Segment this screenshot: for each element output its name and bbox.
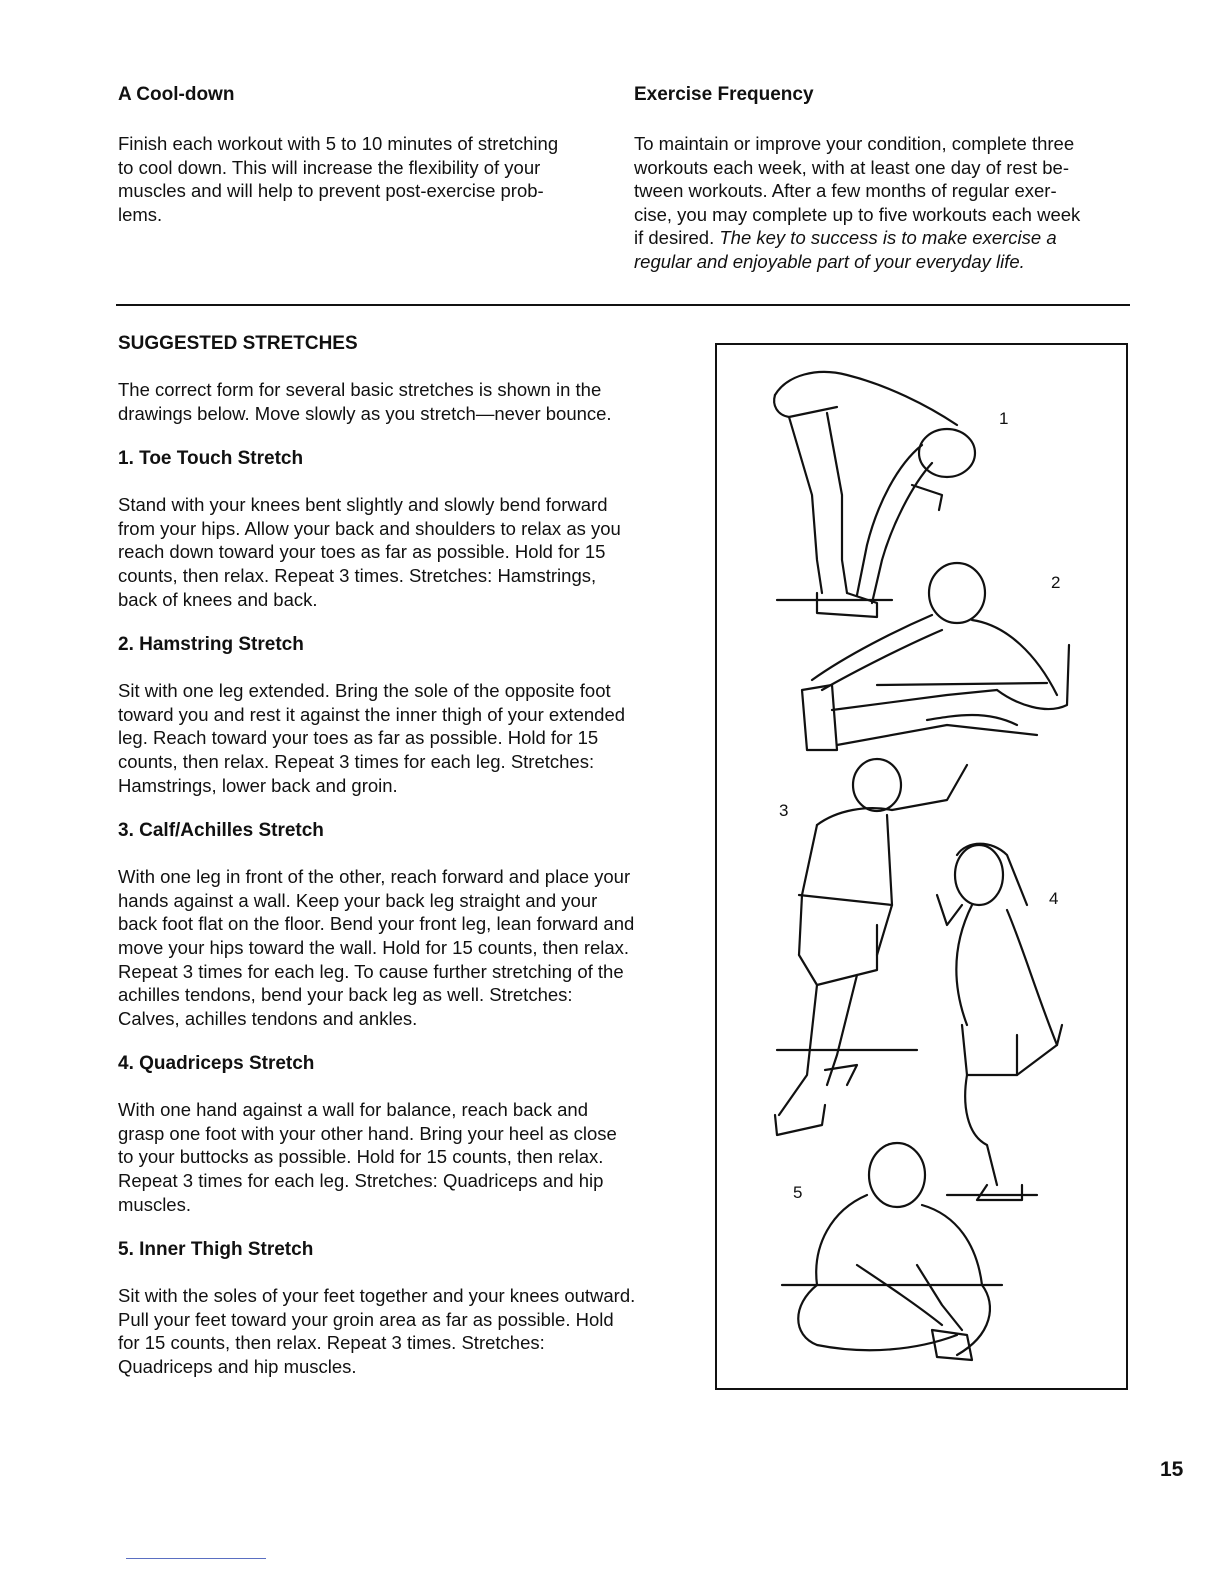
exercise-frequency-emphasis: The key to success is to make exercise a	[719, 227, 1057, 249]
figure-label-2: 2	[1051, 573, 1061, 592]
stretch-description: Stand with your knees bent slightly and slowly bend forward from your hips. Allow your back and shoulders to relax as you reach down toward your toes as far as possible. Hold for 15 counts, then relax. Repeat 3 times. Stretches: Hamstrings, back of knees and back.	[118, 494, 621, 610]
stretch-item-hamstring	[118, 633, 698, 797]
stretch-drawings	[717, 345, 1130, 1392]
stretch-item-toe-touch	[118, 447, 698, 611]
stretch-title: 4. Quadriceps Stretch	[118, 1053, 315, 1075]
exercise-frequency-text: To maintain or improve your condition, complete three workouts each week, with at least one day of rest be- tween workouts. After a few months of regular exer- cise, you may complete up to five workouts each week if desired. The key to success is to make exercise a regular and enjoyable part of your everyday life.	[634, 133, 1081, 272]
figure-quadriceps	[937, 844, 1062, 1200]
stretches-intro: The correct form for several basic stretches is shown in the drawings below. Move slowly as you stretch—never bounce.	[118, 379, 612, 424]
figure-label-5: 5	[793, 1183, 803, 1202]
stretch-description: Sit with one leg extended. Bring the sole of the opposite foot toward you and rest it against the inner thigh of your extended leg. Reach toward your toes as far as possible. Hold for 15 counts, then relax. Repeat 3 times for each leg. Stretches: Hamstrings, lower back and groin.	[118, 680, 626, 796]
stretch-item-quadriceps	[118, 1052, 698, 1216]
exercise-frequency-heading: Exercise Frequency	[634, 84, 814, 105]
figure-label-1: 1	[999, 409, 1009, 428]
suggested-stretches-section	[118, 332, 698, 1401]
cool-down-section	[118, 83, 598, 226]
stretch-description: With one hand against a wall for balance, reach back and grasp one foot with your other hand. Bring your heel as close to your buttocks as possible. Hold for 15 counts, then relax. Repeat 3 times for each leg. Stretches: Quadriceps and hip muscles.	[118, 1099, 617, 1215]
stretch-description: Sit with the soles of your feet together and your knees outward. Pull your feet toward your groin area as far as possible. Hold for 15 counts, then relax. Repeat 3 times. Stretches: Quadriceps and hip muscles.	[118, 1285, 636, 1378]
suggested-stretches-heading: SUGGESTED STRETCHES	[118, 333, 358, 354]
stretch-item-inner-thigh	[118, 1238, 698, 1378]
stretch-title: 3. Calf/Achilles Stretch	[118, 820, 324, 842]
page-number: 15	[1160, 1458, 1184, 1481]
figure-label-3: 3	[779, 801, 789, 820]
footer-line	[126, 1558, 266, 1559]
figure-calf-achilles	[775, 759, 967, 1135]
figure-inner-thigh	[782, 1143, 1002, 1360]
cool-down-text: Finish each workout with 5 to 10 minutes of stretching to cool down. This will increase the flexibility of your muscles and will help to prevent post-exercise prob- lems.	[118, 133, 559, 225]
section-divider	[116, 304, 1130, 306]
stretch-illustrations	[715, 343, 1128, 1390]
figure-toe-touch	[774, 372, 975, 617]
stretch-title: 2. Hamstring Stretch	[118, 634, 304, 656]
stretch-title: 5. Inner Thigh Stretch	[118, 1239, 314, 1261]
exercise-frequency-section	[634, 83, 1134, 274]
stretch-description: With one leg in front of the other, reach forward and place your hands against a wall. Keep your back leg straight and your back foot flat on the floor. Bend your front leg, lean forward and move your hips toward the wall. Hold for 15 counts, then relax. Repeat 3 times for each leg. To cause further stretching of the achilles tendons, bend your back leg as well. Stretches: Calves, achilles tendons and ankles.	[118, 866, 635, 1029]
figure-label-4: 4	[1049, 889, 1059, 908]
stretch-title: 1. Toe Touch Stretch	[118, 448, 304, 470]
stretch-item-calf-achilles	[118, 819, 698, 1030]
figure-hamstring	[802, 563, 1069, 750]
cool-down-heading: A Cool-down	[118, 84, 235, 105]
